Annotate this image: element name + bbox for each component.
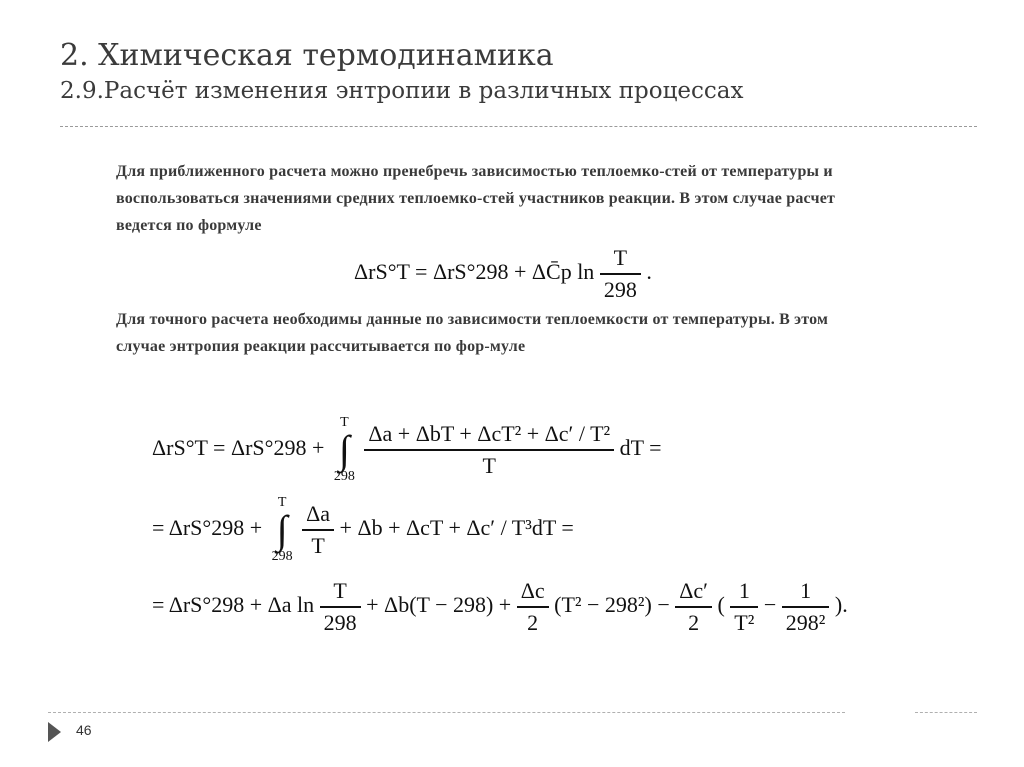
eq4-mid2: (T² − 298²) − xyxy=(554,592,670,618)
eq4-fraction-1 xyxy=(320,578,361,636)
eq3-lhs: = ΔrS°298 + xyxy=(152,515,263,541)
eq4-lhs: = ΔrS°298 + Δa ln xyxy=(152,592,315,618)
eq4-f1-numerator: T xyxy=(320,578,361,608)
eq3-int-lower: 298 xyxy=(271,549,293,564)
eq2-tail: dT = xyxy=(619,435,662,461)
eq3-fraction xyxy=(302,501,334,559)
eq4-tail: ). xyxy=(834,592,848,618)
eq2-int-upper: T xyxy=(340,415,349,430)
equation-exact-line1 xyxy=(152,416,662,484)
page-number: 46 xyxy=(76,722,92,738)
eq4-f3-numerator: Δc′ xyxy=(675,578,712,608)
eq4-f4-denominator: T² xyxy=(734,610,755,635)
eq4-fraction-4 xyxy=(730,578,758,636)
eq1-denominator: 298 xyxy=(603,277,637,302)
eq3-int-upper: T xyxy=(277,495,287,510)
eq2-fraction xyxy=(364,421,614,479)
paragraph-approximate: Для приближенного расчета можно пренебречь зависимостью теплоемко-стей от температуры и воспользоваться значениями средних теплоемко-стей участников реакции. В этом случае расчет ведется по формуле xyxy=(116,163,836,234)
eq4-fraction-2 xyxy=(517,578,549,636)
eq4-f2-denominator: 2 xyxy=(527,610,539,635)
title-divider xyxy=(60,126,977,127)
eq1-lhs: ΔrS°T = ΔrS°298 + ΔC̄p ln xyxy=(354,259,595,285)
eq4-mid4: − xyxy=(763,592,777,618)
slide-subtitle: 2.9.Расчёт изменения энтропии в различных процессах xyxy=(60,77,744,104)
eq2-numerator: Δa + ΔbT + ΔcT² + Δc′ / T² xyxy=(364,421,614,451)
eq4-mid1: + Δb(T − 298) + xyxy=(366,592,512,618)
eq4-f3-denominator: 2 xyxy=(688,610,700,635)
equation-approximate xyxy=(354,245,652,303)
eq1-fraction xyxy=(600,245,641,303)
equation-exact-line2 xyxy=(152,496,574,564)
eq2-lhs: ΔrS°T = ΔrS°298 + xyxy=(152,435,325,461)
eq4-mid3: ( xyxy=(717,592,725,618)
eq4-f5-numerator: 1 xyxy=(782,578,830,608)
eq2-denominator: T xyxy=(482,453,496,478)
integral-sign: T ∫ 298 xyxy=(271,495,293,564)
eq4-f1-denominator: 298 xyxy=(323,610,357,635)
equation-exact-line3 xyxy=(152,578,848,636)
eq2-int-lower: 298 xyxy=(333,469,355,484)
integral-sign: T ∫ 298 xyxy=(333,415,355,484)
eq1-tail: . xyxy=(646,259,652,285)
eq4-f2-numerator: Δc xyxy=(517,578,549,608)
eq4-f5-denominator: 298² xyxy=(785,610,826,635)
slide-title-block xyxy=(60,38,743,105)
slide-bullet-arrow-icon xyxy=(48,722,61,742)
eq3-numerator: Δa xyxy=(302,501,334,531)
paragraph-exact: Для точного расчета необходимы данные по зависимости теплоемкости от температуры. В этом случае энтропия реакции рассчитывается по фор-муле xyxy=(116,311,829,355)
footer-divider-right xyxy=(915,712,977,713)
eq4-fraction-3 xyxy=(675,578,712,636)
footer-divider-left xyxy=(48,712,845,713)
eq1-numerator: T xyxy=(600,245,641,275)
eq4-f4-numerator: 1 xyxy=(730,578,758,608)
eq3-denominator: T xyxy=(311,533,325,558)
eq4-fraction-5 xyxy=(782,578,830,636)
slide-title: 2. Химическая термодинамика xyxy=(60,38,554,73)
eq3-tail: + Δb + ΔcT + Δc′ / T³dT = xyxy=(339,515,574,541)
